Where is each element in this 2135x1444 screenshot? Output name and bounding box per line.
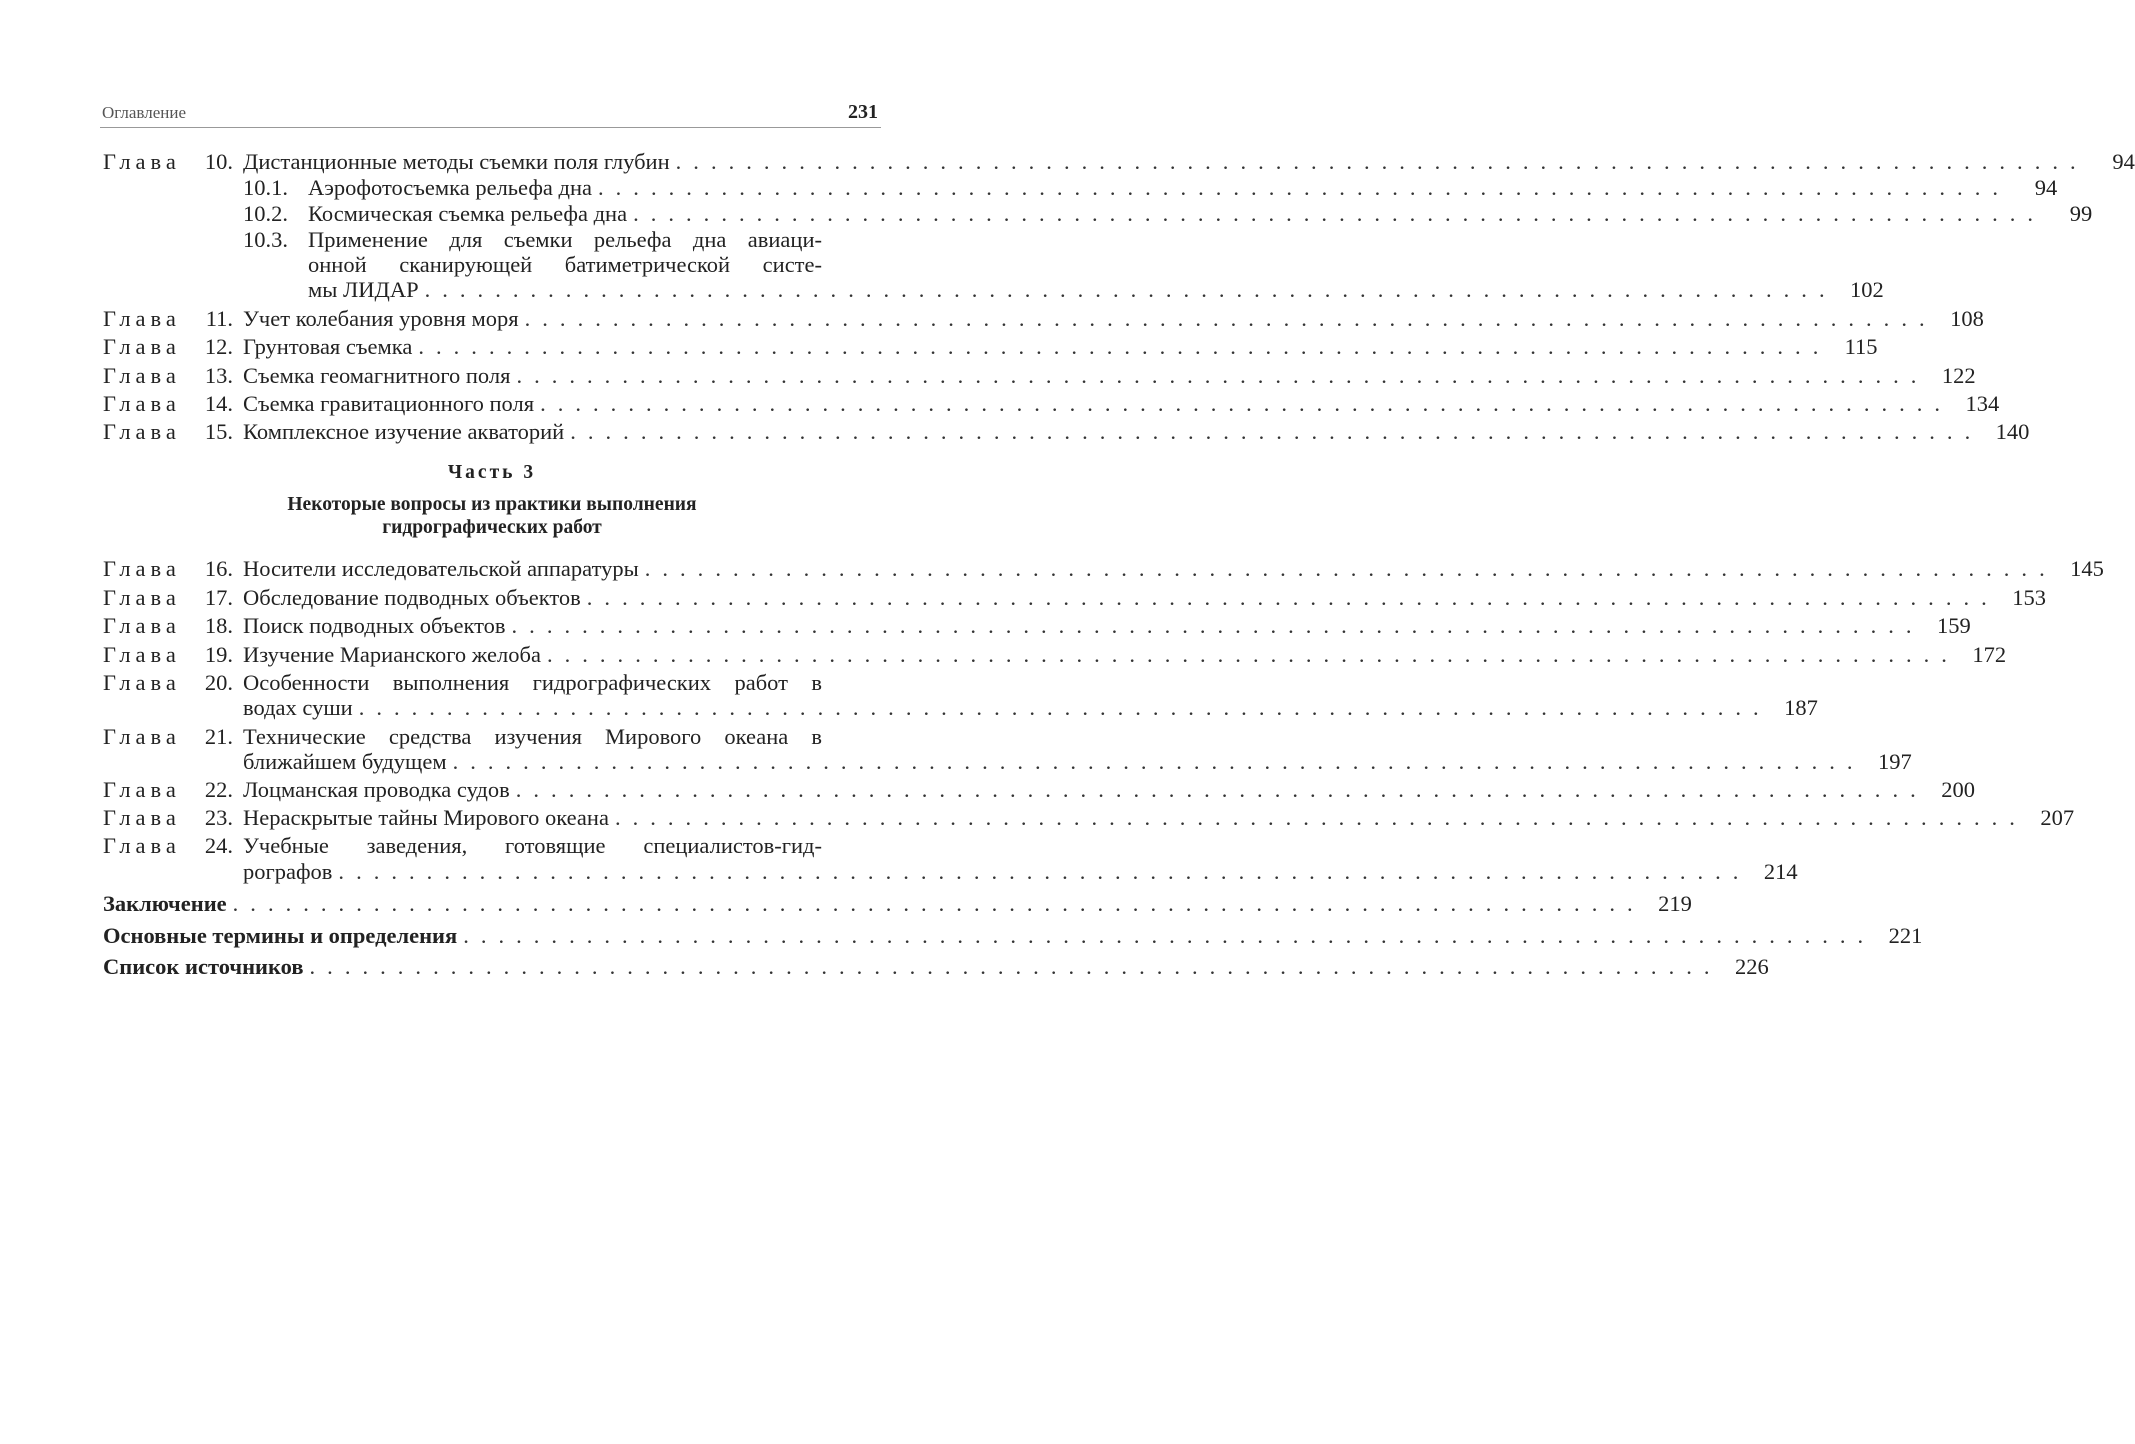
entry-line xyxy=(243,776,1975,804)
chapter-number: 14. xyxy=(204,391,233,416)
header-rule xyxy=(100,127,881,128)
entry-page-number: 197 xyxy=(1878,749,1912,774)
entry-line xyxy=(243,555,2104,583)
entry-title: ближайшем будущем xyxy=(243,749,447,774)
entry-title: рографов xyxy=(243,859,333,884)
section-number: 10.3. xyxy=(243,227,288,252)
chapter-number: 23. xyxy=(204,805,233,830)
entry-title-line: Технические средства изучения Мирового океана в xyxy=(243,724,822,749)
chapter-label: Глава xyxy=(103,306,181,331)
chapter-label: Глава xyxy=(103,334,181,359)
entry-title: водах суши xyxy=(243,695,353,720)
part-subtitle-line: гидрографических работ xyxy=(382,517,602,538)
dot-leader: . . . . . . . . . . . . . . . . . . . . . . . . . . . . . . . . . . . . . . . . . . . . . . . . . . . . . . . . . . . . . . . . . . . . . . . . . . . . . . . . xyxy=(540,391,1944,416)
entry-page-number: 94 xyxy=(2034,175,2058,200)
entry-line xyxy=(103,922,1923,950)
entry-page-number: 108 xyxy=(1950,306,1984,331)
part-subtitle-line: Некоторые вопросы из практики выполнения xyxy=(287,494,697,515)
entry-title: Изучение Марианского желоба xyxy=(243,642,541,667)
chapter-label: Глава xyxy=(103,363,181,388)
entry-page-number: 102 xyxy=(1850,277,1884,302)
entry-title: Носители исследовательской аппаратуры xyxy=(243,556,639,581)
entry-title: мы ЛИДАР xyxy=(308,277,419,302)
entry-line xyxy=(243,584,2046,612)
dot-leader: . . . . . . . . . . . . . . . . . . . . . . . . . . . . . . . . . . . . . . . . . . . . . . . . . . . . . . . . . . . . . . . . . . . . . . . . . . . . . . . . xyxy=(516,363,1920,388)
dot-leader: . . . . . . . . . . . . . . . . . . . . . . . . . . . . . . . . . . . . . . . . . . . . . . . . . . . . . . . . . . . . . . . . . . . . . . . . . . . . . . . . xyxy=(418,334,1822,359)
entry-page-number: 94 xyxy=(2112,149,2135,174)
part-heading: Часть 3 xyxy=(447,462,537,483)
entry-title: Дистанционные методы съемки поля глубин xyxy=(243,149,670,174)
chapter-label: Глава xyxy=(103,777,181,802)
entry-page-number: 226 xyxy=(1734,954,1769,979)
entry-page-number: 221 xyxy=(1888,923,1923,948)
chapter-number: 13. xyxy=(204,363,233,388)
dot-leader: . . . . . . . . . . . . . . . . . . . . . . . . . . . . . . . . . . . . . . . . . . . . . . . . . . . . . . . . . . . . . . . . . . . . . . . . . . . . . . . . xyxy=(598,175,2002,200)
entry-page-number: 214 xyxy=(1763,859,1798,884)
entry-line xyxy=(103,890,1692,918)
chapter-number: 11. xyxy=(205,306,233,331)
entry-page-number: 172 xyxy=(1972,642,2007,667)
chapter-number: 16. xyxy=(204,556,233,581)
entry-page-number: 99 xyxy=(2069,201,2093,226)
entry-line xyxy=(308,174,2058,202)
entry-line xyxy=(308,200,2093,228)
chapter-label: Глава xyxy=(103,585,181,610)
entry-title: Комплексное изучение акваторий xyxy=(243,419,565,444)
page-number: 231 xyxy=(848,101,878,123)
chapter-number: 15. xyxy=(204,419,233,444)
section-number: 10.2. xyxy=(243,201,288,226)
running-header-title: Оглавление xyxy=(102,103,186,122)
entry-page-number: 115 xyxy=(1844,334,1878,359)
entry-page-number: 153 xyxy=(2012,585,2046,610)
entry-page-number: 145 xyxy=(2070,556,2104,581)
chapter-label: Глава xyxy=(103,419,181,444)
dot-leader: . . . . . . . . . . . . . . . . . . . . . . . . . . . . . . . . . . . . . . . . . . . . . . . . . . . . . . . . . . . . . . . . . . . . . . . . . . . . . . . . xyxy=(232,891,1636,916)
entry-title: Грунтовая съемка xyxy=(243,334,413,359)
entry-line xyxy=(243,305,1984,333)
dot-leader: . . . . . . . . . . . . . . . . . . . . . . . . . . . . . . . . . . . . . . . . . . . . . . . . . . . . . . . . . . . . . . . . . . . . . . . . . . . . . . . . xyxy=(515,777,1919,802)
entry-line xyxy=(243,694,1818,722)
chapter-label: Глава xyxy=(103,391,181,416)
entry-line xyxy=(243,804,2075,832)
entry-title-line: онной сканирующей батиметрической систе- xyxy=(308,252,822,277)
chapter-number: 10. xyxy=(204,149,233,174)
dot-leader: . . . . . . . . . . . . . . . . . . . . . . . . . . . . . . . . . . . . . . . . . . . . . . . . . . . . . . . . . . . . . . . . . . . . . . . . . . . . . . . . xyxy=(614,805,2019,830)
chapter-number: 12. xyxy=(204,334,233,359)
entry-page-number: 122 xyxy=(1941,363,1976,388)
chapter-number: 19. xyxy=(204,642,233,667)
dot-leader: . . . . . . . . . . . . . . . . . . . . . . . . . . . . . . . . . . . . . . . . . . . . . . . . . . . . . . . . . . . . . . . . . . . . . . . . . . . . . . . . xyxy=(511,613,1915,638)
entry-page-number: 187 xyxy=(1784,695,1818,720)
entry-title: Съемка геомагнитного поля xyxy=(243,363,511,388)
entry-title: Аэрофотосъемка рельефа дна xyxy=(308,175,592,200)
section-number: 10.1. xyxy=(243,175,288,200)
entry-line xyxy=(243,641,2007,669)
entry-line xyxy=(243,612,1971,640)
dot-leader: . . . . . . . . . . . . . . . . . . . . . . . . . . . . . . . . . . . . . . . . . . . . . . . . . . . . . . . . . . . . . . . . . . . . . . . . . . . . . . . . xyxy=(358,695,1762,720)
dot-leader: . . . . . . . . . . . . . . . . . . . . . . . . . . . . . . . . . . . . . . . . . . . . . . . . . . . . . . . . . . . . . . . . . . . . . . . . . . . . . . . . xyxy=(633,201,2037,226)
entry-line xyxy=(243,418,2030,446)
entry-page-number: 207 xyxy=(2040,805,2075,830)
chapter-number: 22. xyxy=(204,777,233,802)
entry-title: Космическая съемка рельефа дна xyxy=(308,201,628,226)
dot-leader: . . . . . . . . . . . . . . . . . . . . . . . . . . . . . . . . . . . . . . . . . . . . . . . . . . . . . . . . . . . . . . . . . . . . . . . . . . . . . . . . xyxy=(644,556,2048,581)
entry-line xyxy=(243,362,1976,390)
entry-title: Заключение xyxy=(103,891,227,916)
chapter-number: 18. xyxy=(204,613,233,638)
entry-title: Обследование подводных объектов xyxy=(243,585,581,610)
chapter-label: Глава xyxy=(103,149,181,174)
entry-line xyxy=(243,390,2000,418)
entry-title: Основные термины и определения xyxy=(103,923,458,948)
entry-title: Поиск подводных объектов xyxy=(243,613,506,638)
chapter-number: 20. xyxy=(204,670,233,695)
dot-leader: . . . . . . . . . . . . . . . . . . . . . . . . . . . . . . . . . . . . . . . . . . . . . . . . . . . . . . . . . . . . . . . . . . . . . . . . . . . . . . . . xyxy=(570,419,1974,444)
dot-leader: . . . . . . . . . . . . . . . . . . . . . . . . . . . . . . . . . . . . . . . . . . . . . . . . . . . . . . . . . . . . . . . . . . . . . . . . . . . . . . . . xyxy=(309,954,1713,979)
entry-title-line: Применение для съемки рельефа дна авиаци- xyxy=(308,227,822,252)
dot-leader: . . . . . . . . . . . . . . . . . . . . . . . . . . . . . . . . . . . . . . . . . . . . . . . . . . . . . . . . . . . . . . . . . . . . . . . . . . . . . . . . xyxy=(524,306,1928,331)
chapter-number: 24. xyxy=(204,833,233,858)
entry-line xyxy=(308,276,1884,304)
entry-title: Учет колебания уровня моря xyxy=(243,306,519,331)
dot-leader: . . . . . . . . . . . . . . . . . . . . . . . . . . . . . . . . . . . . . . . . . . . . . . . . . . . . . . . . . . . . . . . . . . . . . . . . . . . . . . . . xyxy=(546,642,1951,667)
entry-line xyxy=(243,748,1912,776)
entry-line xyxy=(243,333,1878,361)
dot-leader: . . . . . . . . . . . . . . . . . . . . . . . . . . . . . . . . . . . . . . . . . . . . . . . . . . . . . . . . . . . . . . . . . . . . . . . . . . . . . . . . xyxy=(424,277,1828,302)
entry-title: Список источников xyxy=(103,954,304,979)
entry-page-number: 159 xyxy=(1936,613,1971,638)
entry-page-number: 219 xyxy=(1658,891,1692,916)
entry-page-number: 200 xyxy=(1941,777,1975,802)
entry-title: Съемка гравитационного поля xyxy=(243,391,535,416)
entry-title-line: Особенности выполнения гидрографических работ в xyxy=(243,670,822,695)
entry-title: Нераскрытые тайны Мирового океана xyxy=(243,805,609,830)
chapter-label: Глава xyxy=(103,642,181,667)
dot-leader: . . . . . . . . . . . . . . . . . . . . . . . . . . . . . . . . . . . . . . . . . . . . . . . . . . . . . . . . . . . . . . . . . . . . . . . . . . . . . . . . xyxy=(452,749,1856,774)
chapter-number: 21. xyxy=(204,724,233,749)
chapter-label: Глава xyxy=(103,613,181,638)
chapter-label: Глава xyxy=(103,556,181,581)
entry-line xyxy=(103,953,1769,981)
dot-leader: . . . . . . . . . . . . . . . . . . . . . . . . . . . . . . . . . . . . . . . . . . . . . . . . . . . . . . . . . . . . . . . . . . . . . . . . . . . . . . . . xyxy=(338,859,1742,884)
entry-page-number: 134 xyxy=(1965,391,2000,416)
dot-leader: . . . . . . . . . . . . . . . . . . . . . . . . . . . . . . . . . . . . . . . . . . . . . . . . . . . . . . . . . . . . . . . . . . . . . . . . . . . . . . . . xyxy=(586,585,1990,610)
chapter-label: Глава xyxy=(103,805,181,830)
chapter-label: Глава xyxy=(103,833,181,858)
chapter-label: Глава xyxy=(103,670,181,695)
dot-leader: . . . . . . . . . . . . . . . . . . . . . . . . . . . . . . . . . . . . . . . . . . . . . . . . . . . . . . . . . . . . . . . . . . . . . . . . . . . . . . . . xyxy=(463,923,1867,948)
dot-leader: . . . . . . . . . . . . . . . . . . . . . . . . . . . . . . . . . . . . . . . . . . . . . . . . . . . . . . . . . . . . . . . . . . . . . . . . . . . . . . . . xyxy=(675,149,2079,174)
entry-title: Лоцманская проводка судов xyxy=(243,777,510,802)
entry-title-line: Учебные заведения, готовящие специалистов-гид- xyxy=(243,833,822,858)
entry-page-number: 140 xyxy=(1995,419,2030,444)
chapter-number: 17. xyxy=(204,585,233,610)
chapter-label: Глава xyxy=(103,724,181,749)
entry-line xyxy=(243,858,1798,886)
entry-line xyxy=(243,148,2135,176)
